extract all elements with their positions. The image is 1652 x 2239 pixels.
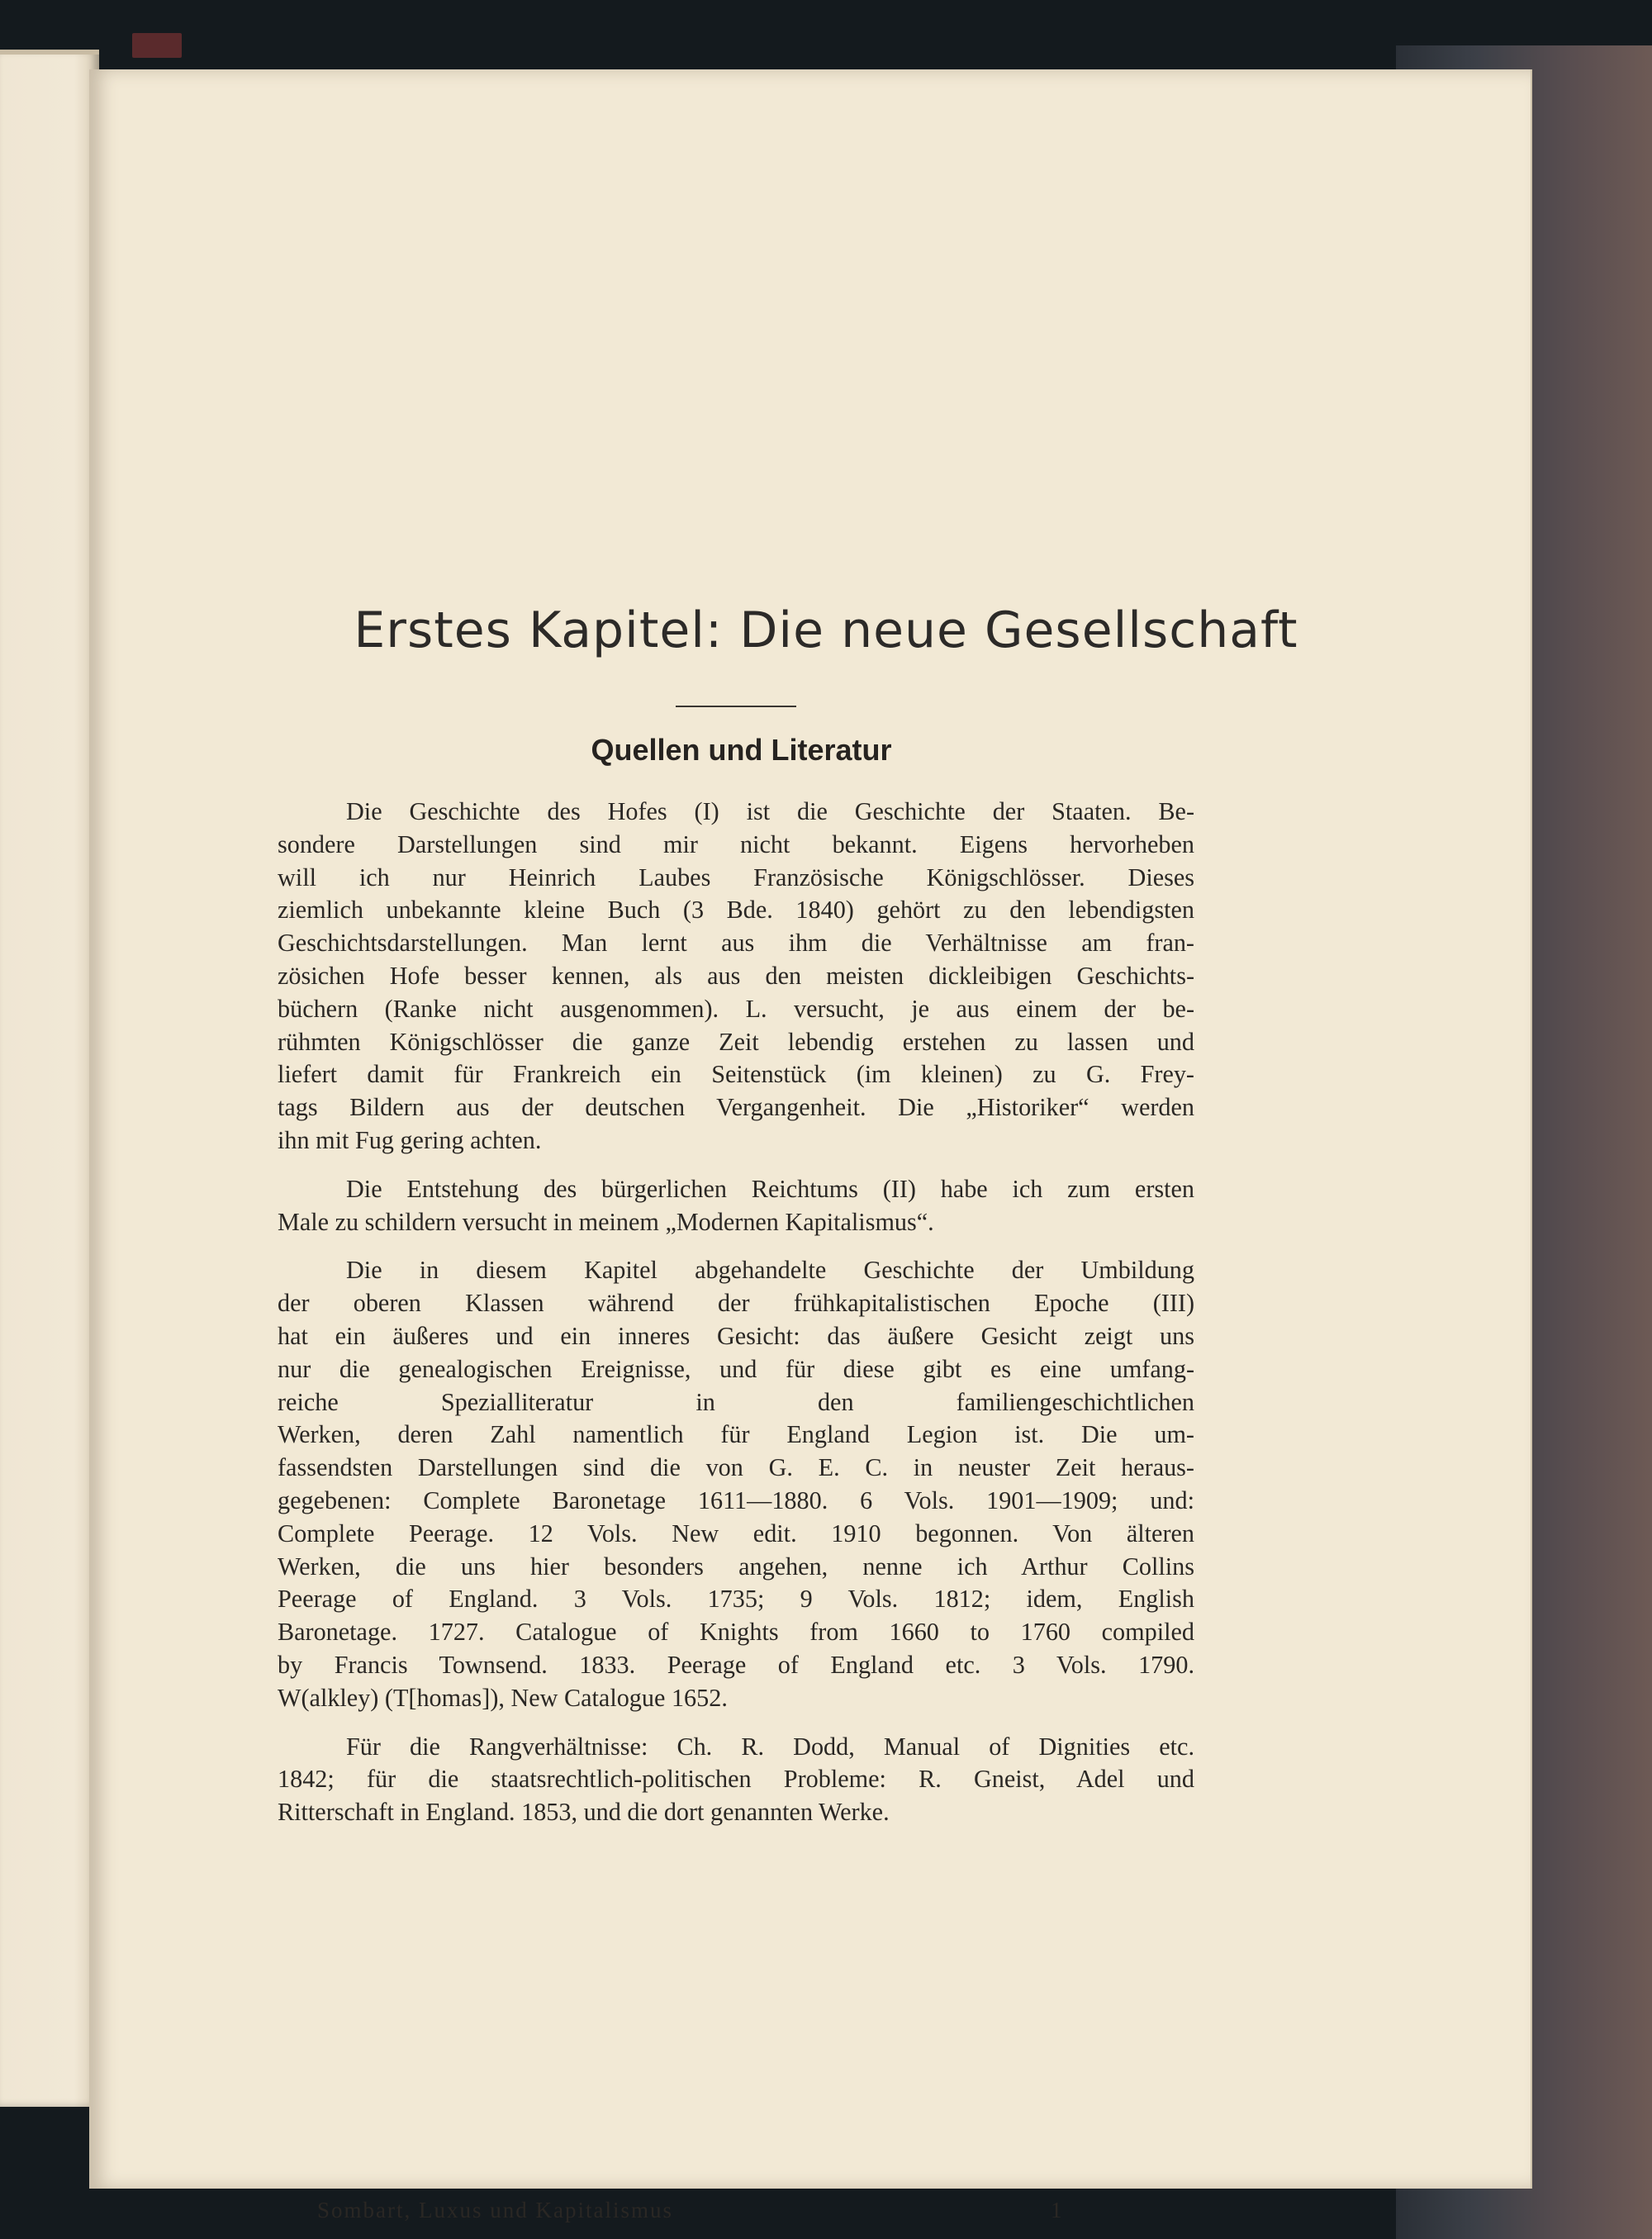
text-line: Werken, die uns hier besonders angehen, nenne ich Arthur Collins bbox=[278, 1552, 1194, 1581]
text-line: büchern (Ranke nicht ausgenommen). L. versucht, je aus einem der be- bbox=[278, 994, 1194, 1023]
left-page-top-edge bbox=[0, 50, 99, 55]
text-line: rühmten Königschlösser die ganze Zeit lebendig erstehen zu lassen und bbox=[278, 1027, 1194, 1056]
running-footer: Sombart, Luxus und Kapitalismus bbox=[317, 2198, 673, 2222]
text-line: Ritterschaft in England. 1853, und die dort genannten Werke. bbox=[278, 1798, 890, 1827]
section-title: Quellen und Literatur bbox=[591, 733, 892, 767]
left-page-edge bbox=[0, 50, 99, 2107]
page-number: 1 bbox=[1051, 2198, 1062, 2222]
text-line: hat ein äußeres und ein inneres Gesicht: das äußere Gesicht zeigt uns bbox=[278, 1321, 1194, 1350]
text-line: Peerage of England. 3 Vols. 1735; 9 Vols. 1812; idem, English bbox=[278, 1585, 1194, 1614]
text-line: W(alkley) (T[homas]), New Catalogue 1652. bbox=[278, 1683, 728, 1712]
text-line: Werken, deren Zahl namentlich für England Legion ist. Die um- bbox=[278, 1420, 1194, 1449]
text-line: ziemlich unbekannte kleine Buch (3 Bde. 1840) gehört zu den lebendigsten bbox=[278, 896, 1194, 925]
text-line: zösichen Hofe besser kennen, als aus den meisten dickleibigen Geschichts- bbox=[278, 961, 1194, 990]
text-line: der oberen Klassen während der frühkapitalistischen Epoche (III) bbox=[278, 1289, 1194, 1318]
text-line: sondere Darstellungen sind mir nicht bekannt. Eigens hervorheben bbox=[278, 830, 1194, 858]
text-line: gegebenen: Complete Baronetage 1611—1880. 6 Vols. 1901—1909; und: bbox=[278, 1486, 1194, 1514]
text-line: Geschichtsdarstellungen. Man lernt aus ihm die Verhältnisse am fran- bbox=[278, 929, 1194, 958]
body-text bbox=[278, 796, 1194, 1829]
text-line: Die Geschichte des Hofes (I) ist die Geschichte der Staaten. Be- bbox=[346, 797, 1194, 825]
text-line: Complete Peerage. 12 Vols. New edit. 1910 begonnen. Von älteren bbox=[278, 1519, 1194, 1547]
paragraph-gap bbox=[278, 1238, 1194, 1254]
text-line: 1842; für die staatsrechtlich-politischen Probleme: R. Gneist, Adel und bbox=[278, 1765, 1194, 1794]
text-line: Baronetage. 1727. Catalogue of Knights from 1660 to 1760 compiled bbox=[278, 1618, 1194, 1647]
chapter-title: Erstes Kapitel: Die neue Gesellschaft bbox=[354, 601, 1298, 659]
paragraph-gap bbox=[278, 1158, 1194, 1173]
title-rule bbox=[676, 706, 796, 707]
text-line: fassendsten Darstellungen sind die von G. E. C. in neuster Zeit heraus- bbox=[278, 1453, 1194, 1482]
text-line: Die in diesem Kapitel abgehandelte Geschichte der Umbildung bbox=[346, 1256, 1194, 1285]
text-line: Die Entstehung des bürgerlichen Reichtums (II) habe ich zum ersten bbox=[346, 1174, 1194, 1203]
text-line: will ich nur Heinrich Laubes Französische Königschlösser. Dieses bbox=[278, 863, 1194, 891]
paragraph-gap bbox=[278, 1715, 1194, 1731]
text-line: tags Bildern aus der deutschen Vergangenheit. Die „Historiker“ werden bbox=[278, 1093, 1194, 1122]
text-line: ihn mit Fug gering achten. bbox=[278, 1125, 542, 1154]
text-line: Für die Rangverhältnisse: Ch. R. Dodd, Manual of Dignities etc. bbox=[346, 1732, 1194, 1761]
bookmark-ribbon bbox=[132, 33, 182, 58]
text-line: Male zu schildern versucht in meinem „Modernen Kapitalismus“. bbox=[278, 1207, 934, 1236]
text-line: reiche Spezialliteratur in den familiengeschichtlichen bbox=[278, 1387, 1194, 1416]
text-line: liefert damit für Frankreich ein Seitenstück (im kleinen) zu G. Frey- bbox=[278, 1060, 1194, 1089]
text-line: by Francis Townsend. 1833. Peerage of England etc. 3 Vols. 1790. bbox=[278, 1650, 1194, 1679]
text-line: nur die genealogischen Ereignisse, und für diese gibt es eine umfang- bbox=[278, 1354, 1194, 1383]
